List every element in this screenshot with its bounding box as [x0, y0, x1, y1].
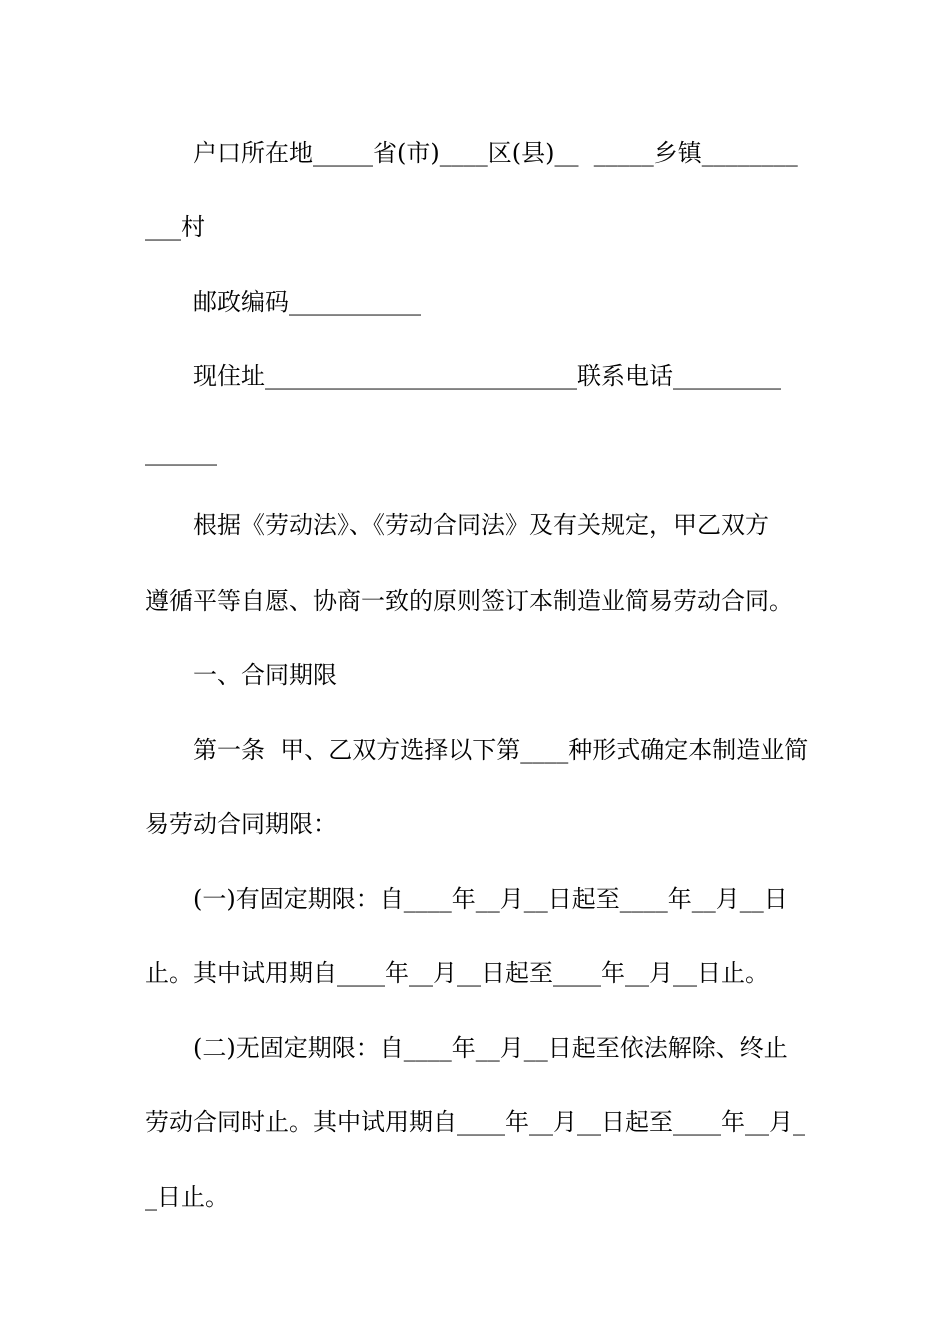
household-registration-line: 户口所在地_____省(市)____区(县)__ _____乡镇________: [193, 139, 798, 167]
preamble-line-1: 根据《劳动法》、《劳动合同法》及有关规定，甲乙双方: [193, 511, 769, 539]
postal-code-line: 邮政编码___________: [193, 288, 421, 316]
open-term-line-2: 劳动合同时止。其中试用期自____年__月__日起至____年__月_: [145, 1108, 805, 1136]
fixed-term-line-2: 止。其中试用期自____年__月__日起至____年__月__日止。: [145, 959, 769, 987]
phone-continuation-line: ______: [145, 438, 217, 466]
section-heading-contract-term: 一、合同期限: [193, 661, 337, 689]
fixed-term-line-1: (一)有固定期限：自____年__月__日起至____年__月__日: [193, 885, 788, 913]
preamble-line-2: 遵循平等自愿、协商一致的原则签订本制造业简易劳动合同。: [145, 587, 793, 615]
article-1-line-2: 易劳动合同期限：: [145, 810, 337, 838]
open-term-line-1: (二)无固定期限：自____年__月__日起至依法解除、终止: [193, 1034, 788, 1062]
article-1-line-1: 第一条 甲、乙双方选择以下第____种形式确定本制造业简: [193, 736, 809, 764]
open-term-line-3: _日止。: [145, 1183, 229, 1211]
current-address-line: 现住址__________________________联系电话_________: [193, 362, 781, 390]
village-line: ___村: [145, 213, 205, 241]
